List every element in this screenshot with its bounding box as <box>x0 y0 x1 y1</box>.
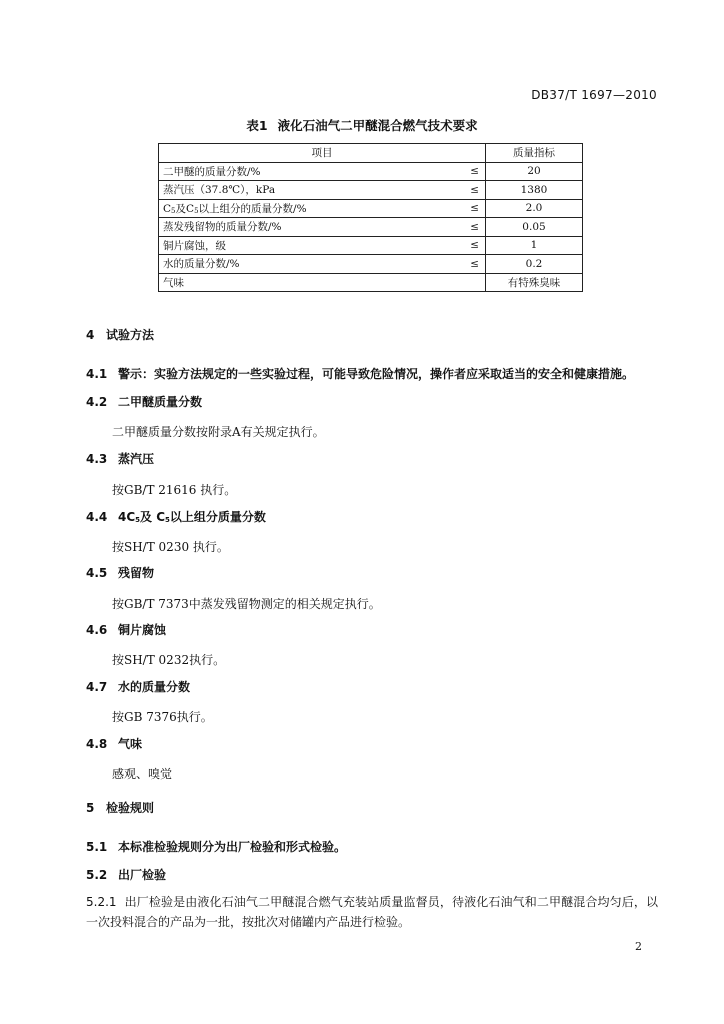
section-title: 试验方法 <box>106 328 155 342</box>
clause-4-2-heading <box>86 393 202 410</box>
table-caption-number: 表1 <box>246 118 268 133</box>
clause-title: 气味 <box>118 737 143 751</box>
row-value: 有特殊臭味 <box>486 273 583 292</box>
row-value: 2.0 <box>486 199 583 218</box>
clause-number: 4.2 <box>86 395 108 409</box>
row-le: ≤ <box>455 199 486 218</box>
row-item: 蒸发残留物的质量分数/% <box>159 218 456 237</box>
row-item: 水的质量分数/% <box>159 255 456 274</box>
clause-5-2-heading <box>86 866 166 883</box>
clause-number: 4.5 <box>86 566 108 580</box>
row-value: 1 <box>486 236 583 255</box>
row-le: ≤ <box>455 218 486 237</box>
table-row <box>159 181 583 200</box>
table-header-row <box>159 144 583 163</box>
clause-text: 出厂检验是由液化石油气二甲醚混合燃气充装站质量监督员，待液化石油气和二甲醚混合均匀后，以一次投料混合的产品为一批，按批次对储罐内产品进行检验。 <box>86 895 658 929</box>
row-value: 20 <box>486 162 583 181</box>
clause-4-7-body: 按GB 7376执行。 <box>112 710 213 724</box>
row-value: 0.2 <box>486 255 583 274</box>
clause-4-6-heading <box>86 621 166 638</box>
section-number: 5 <box>86 801 95 815</box>
clause-title: 二甲醚质量分数 <box>118 395 203 409</box>
section-4-heading <box>86 326 154 343</box>
clause-4-8-body: 感观、嗅觉 <box>112 767 173 781</box>
clause-5-2-1 <box>86 892 658 932</box>
row-value: 0.05 <box>486 218 583 237</box>
row-le: ≤ <box>455 162 486 181</box>
table-row <box>159 199 583 218</box>
table-row <box>159 255 583 274</box>
clause-title: 出厂检验 <box>118 868 167 882</box>
clause-4-4-body: 按SH/T 0230 执行。 <box>112 540 229 554</box>
clause-title: 水的质量分数 <box>118 680 191 694</box>
row-item: 铜片腐蚀，级 <box>159 236 456 255</box>
table-row <box>159 218 583 237</box>
column-header-item: 项目 <box>159 144 486 163</box>
clause-title-part: 以上组分质量分数 <box>169 510 266 524</box>
row-item: 二甲醚的质量分数/% <box>159 162 456 181</box>
clause-title-subscript: 5 <box>135 516 141 524</box>
clause-5-1 <box>86 838 346 855</box>
table-caption <box>0 116 724 134</box>
clause-title: 蒸汽压 <box>118 452 155 466</box>
section-number: 4 <box>86 328 95 342</box>
clause-4-4-heading <box>86 508 266 525</box>
row-item: 气味 <box>159 273 456 292</box>
spec-table <box>158 143 583 292</box>
clause-4-5-body: 按GB/T 7373中蒸发残留物测定的相关规定执行。 <box>112 597 381 611</box>
row-le <box>455 273 486 292</box>
column-header-value: 质量指标 <box>486 144 583 163</box>
row-item-subscript: 5 <box>194 206 199 215</box>
clause-4-5-heading <box>86 564 154 581</box>
clause-number: 4.1 <box>86 367 108 381</box>
row-le: ≤ <box>455 255 486 274</box>
section-title: 检验规则 <box>106 801 155 815</box>
clause-title: 铜片腐蚀 <box>118 623 167 637</box>
table-row <box>159 273 583 292</box>
page-header: DB37/T 1697—2010 <box>531 88 657 102</box>
clause-title-part: 及 C <box>140 510 166 524</box>
row-value: 1380 <box>486 181 583 200</box>
clause-title-subscript: 5 <box>165 516 170 524</box>
page-number: 2 <box>635 940 642 953</box>
clause-4-3-body: 按GB/T 21616 执行。 <box>112 483 237 497</box>
row-item-part: 以上组分的质量分数/% <box>198 202 307 215</box>
table-row <box>159 236 583 255</box>
clause-4-6-body: 按SH/T 0232执行。 <box>112 653 226 667</box>
clause-title: 残留物 <box>118 566 155 580</box>
clause-text: 本标准检验规则分为出厂检验和形式检验。 <box>118 840 347 854</box>
row-item <box>159 199 456 218</box>
clause-number: 5.1 <box>86 840 108 854</box>
clause-number: 4.7 <box>86 680 108 694</box>
row-le: ≤ <box>455 236 486 255</box>
row-item-part: C <box>163 202 172 215</box>
row-le: ≤ <box>455 181 486 200</box>
clause-text: 警示：实验方法规定的一些实验过程，可能导致危险情况，操作者应采取适当的安全和健康措施。 <box>118 367 635 381</box>
clause-number: 4.3 <box>86 452 108 466</box>
section-5-heading <box>86 799 154 816</box>
clause-number: 5.2.1 <box>86 895 117 909</box>
clause-4-7-heading <box>86 678 190 695</box>
clause-4-3-heading <box>86 450 154 467</box>
clause-title-part: 4C <box>118 510 136 524</box>
clause-number: 4.8 <box>86 737 108 751</box>
clause-number: 5.2 <box>86 868 108 882</box>
clause-4-1 <box>86 365 634 382</box>
row-item: 蒸汽压（37.8℃），kPa <box>159 181 456 200</box>
row-item-part: 及C <box>175 202 195 215</box>
clause-4-8-heading <box>86 735 142 752</box>
table-caption-title: 液化石油气二甲醚混合燃气技术要求 <box>277 118 478 133</box>
row-item-subscript: 5 <box>171 206 176 215</box>
table-row <box>159 162 583 181</box>
clause-4-2-body: 二甲醚质量分数按附录A有关规定执行。 <box>112 425 325 439</box>
clause-number: 4.4 <box>86 510 108 524</box>
clause-number: 4.6 <box>86 623 108 637</box>
